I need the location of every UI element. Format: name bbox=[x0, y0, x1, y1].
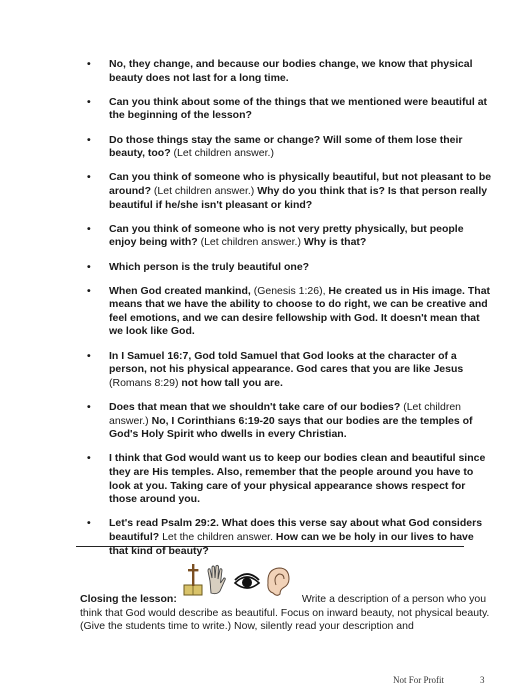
bullet-text: (Let children answer.) bbox=[151, 184, 255, 197]
bullet-text: In I Samuel 16:7, God told Samuel that God looks at the character of a person, not his physical appearance. God cares that you are like Jesus bbox=[109, 349, 464, 376]
senses-icons bbox=[183, 563, 293, 597]
closing-lead: Write a description of a person who you bbox=[301, 593, 487, 605]
bullet-item bbox=[84, 285, 492, 339]
bullet-text: He created us in His image. That means that we have the ability to choose to do right, we can be creative and feel emotions, and we can desire fellowship with God. It doesn't mean that we look like God. bbox=[109, 284, 491, 338]
bullet-text: Why is that? bbox=[300, 236, 367, 249]
bullet-text: Do those things stay the same or change? Will some of them lose their beauty, too? bbox=[109, 133, 463, 160]
bullet-text: No, I Corinthians 6:19-20 says that our bodies are the temples of God's Holy Spirit who dwells in every Christian. bbox=[109, 414, 473, 441]
bullet-text: Does that mean that we shouldn't take care of our bodies? bbox=[109, 401, 401, 414]
question-list bbox=[84, 58, 492, 558]
bullet-item bbox=[84, 58, 492, 85]
bullet-text: Let the children answer. bbox=[159, 530, 273, 543]
bullet-text: I think that God would want us to keep our bodies clean and beautiful since they are His temples. Also, remember that the people around you have to look at you. Taking care of your physical appearance shows respect for those around you. bbox=[109, 452, 486, 506]
bullet-text: Why do you think that is? Is that person really beautiful if he/she isn't pleasant or kind? bbox=[109, 184, 488, 211]
bible-cross-icon bbox=[184, 564, 202, 595]
closing-heading: Closing the lesson: bbox=[80, 593, 177, 605]
bullet-text: Can you think of someone who is physically beautiful, but not pleasant to be around? bbox=[109, 171, 492, 197]
bullet-text: (Let children answer.) bbox=[109, 401, 461, 427]
closing-body: think that God would describe as beautiful. Focus on inward beauty, not physical beauty. (Give the students time to write.) Now, silently read your description and bbox=[80, 606, 490, 633]
bullet-text: (Let children answer.) bbox=[197, 236, 301, 249]
bullet-item bbox=[84, 134, 492, 161]
bullet-text: Let's read Psalm 29:2. What does this verse say about what God considers beautiful? bbox=[109, 517, 483, 543]
footer-label: Not For Profit bbox=[393, 675, 445, 685]
bullet-text: Can you think of someone who is not very pretty physically, but people enjoy being with? bbox=[109, 222, 464, 249]
bullet-item bbox=[84, 350, 492, 391]
bullet-text: How can we be holy in our lives to have that kind of beauty? bbox=[109, 530, 474, 557]
bullet-text: When God created mankind, bbox=[109, 284, 254, 297]
bullet-item bbox=[84, 171, 492, 212]
ear-icon bbox=[268, 568, 289, 595]
bullet-item bbox=[84, 517, 492, 558]
bullet-item bbox=[84, 401, 492, 442]
bullet-item bbox=[84, 452, 492, 506]
hand-icon bbox=[208, 565, 225, 593]
divider-line bbox=[76, 546, 464, 547]
bullet-text: (Genesis 1:26), bbox=[253, 284, 329, 297]
bullet-text: (Romans 8:29) bbox=[109, 376, 179, 389]
closing-section bbox=[80, 593, 500, 634]
bullet-text: Which person is the truly beautiful one? bbox=[109, 260, 310, 273]
bullet-text: Can you think about some of the things that we mentioned were beautiful at the beginning of the lesson? bbox=[109, 95, 488, 122]
bullet-item bbox=[84, 96, 492, 123]
eye-icon bbox=[235, 574, 259, 588]
bullet-text: No, they change, and because our bodies change, we know that physical beauty does not last for a long time. bbox=[109, 58, 473, 84]
bullet-text: (Let children answer.) bbox=[170, 147, 274, 160]
bullet-item bbox=[84, 261, 492, 275]
bullet-text: not how tall you are. bbox=[178, 376, 283, 389]
page-number: 3 bbox=[480, 675, 485, 685]
bullet-item bbox=[84, 223, 492, 250]
